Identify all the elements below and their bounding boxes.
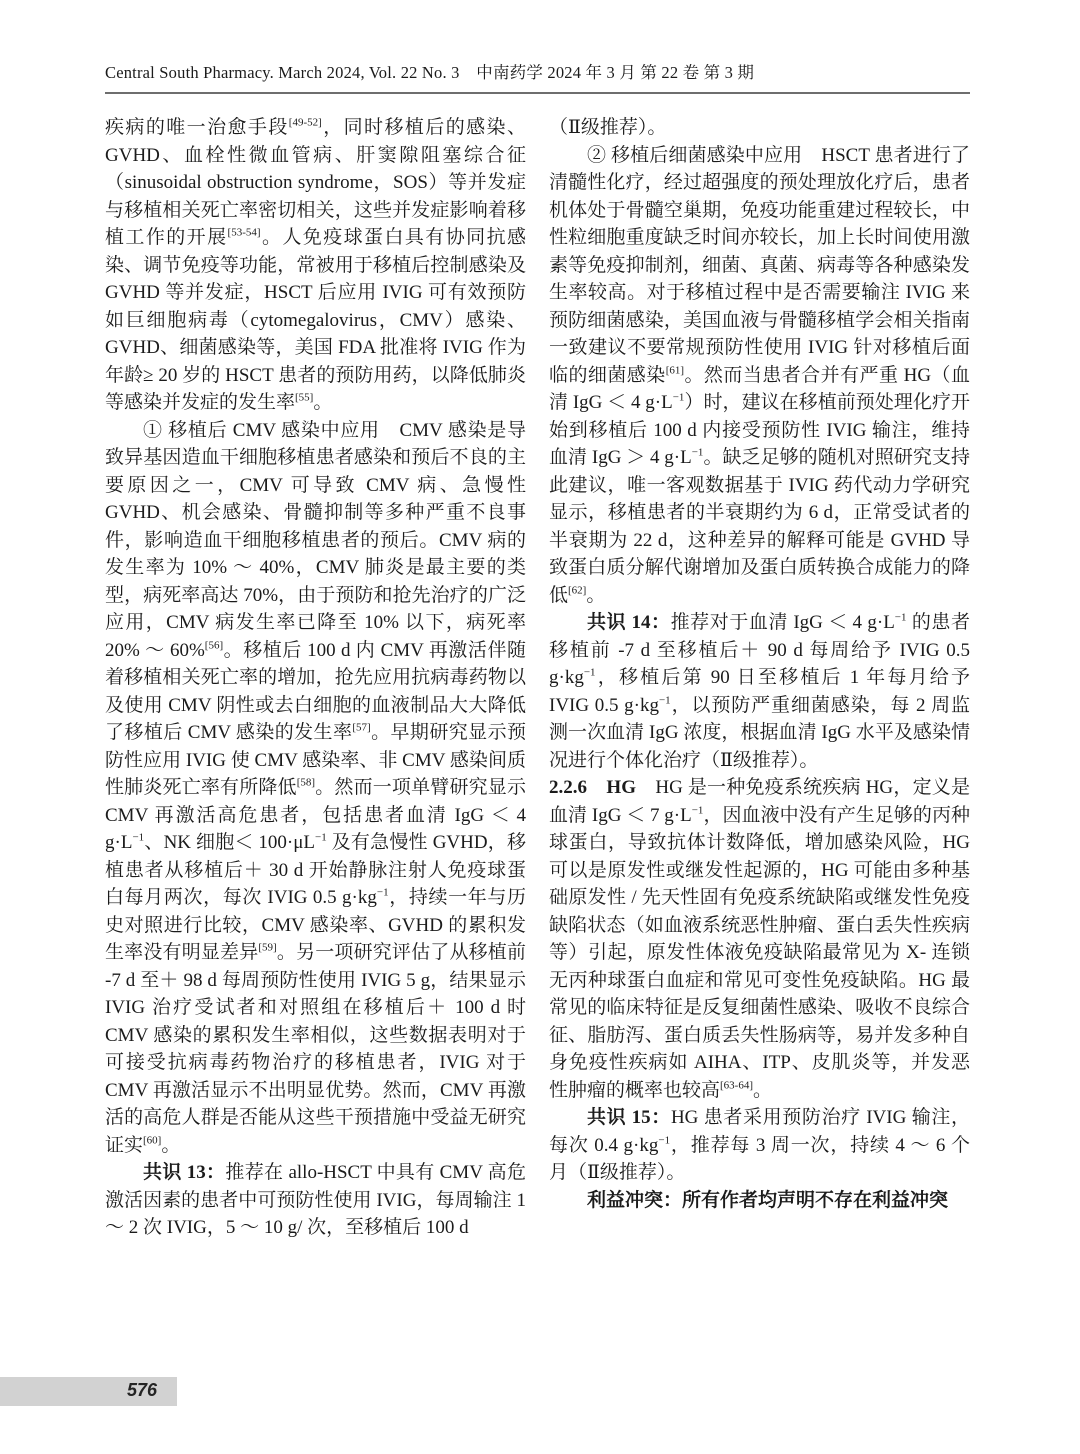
paragraph — [105, 1159, 526, 1242]
text-run: HG 是一种免疫系统疾病 HG，定义是血清 IgG ＜ 7 g·L — [549, 777, 971, 826]
reference-superscript: [61] — [665, 364, 685, 377]
text-run: ② 移植后细菌感染中应用 HSCT 患者进行了清髓性化疗，经过超强度的预处理放化疗后，患者机体处于骨髓空巢期，免疫功能重建过程较长，中性粒细胞重度缺乏时间亦较长，加上长时间使用激素等免疫抑制剂，细菌、真菌、病毒等各种感染发生率较高。对于移植过程中是否需要输注 IVIG 来预防细菌感染，美国血液与骨髓移植学会相关指南一致建议不要常规预防性使用 IVIG 针对移植后面临的细菌感染 — [549, 144, 970, 386]
reference-superscript: [53-54] — [227, 226, 261, 239]
paragraph — [549, 142, 970, 610]
text-run: 。 — [753, 1079, 773, 1101]
text-run: ，移植后第 90 日至移植后 1 年每月给予 IVIG 0.5 g·kg — [549, 667, 970, 716]
reference-superscript: [58] — [296, 776, 316, 789]
footer-page-number-bar — [0, 1377, 177, 1406]
text-run: 的患者移植前 -7 d 至移植后＋ 90 d 每周给予 IVIG 0.5 g·kg — [549, 612, 970, 688]
text-run: ，因血液中没有产生足够的丙种球蛋白，导致抗体计数降低，增加感染风险，HG 可以是原发性或继发性起源的，HG 可能由多种基础原发性 / 先天性固有免疫系统缺陷或继发性免疫缺陷状态（如血液系统恶性肿瘤、蛋白丢失性疾病等）引起，原发性体液免疫缺陷最常见为 X- 连锁无丙种球蛋白血症和常见可变性免疫缺陷。HG 最常见的临床特征是反复细菌性感染、吸收不良综合征、脂肪泻、蛋白质丢失性肠病等，易并发多种自身免疫性疾病如 AIHA、ITP、皮肌炎等，并发恶性肿瘤的概率也较高 — [549, 804, 970, 1101]
paragraph — [105, 417, 526, 1160]
text-run: 、NK 细胞＜ 100·μL — [144, 832, 315, 853]
text-run: 。然而一项单臂研究显示 CMV 再激活高危患者，包括患者血清 IgG ＜ 4 g·L — [105, 777, 526, 853]
text-run: 推荐在 allo-HSCT 中具有 CMV 高危激活因素的患者中可预防性使用 IVIG，每周输注 1 ～ 2 次 IVIG，5 ～ 10 g/ 次，至移植后 100 d — [105, 1162, 526, 1238]
text-run: （Ⅱ级推荐）。 — [549, 117, 667, 138]
reference-superscript: [57] — [352, 721, 371, 734]
reference-superscript: −1 — [583, 666, 596, 679]
text-run: 共识 14： — [587, 612, 671, 633]
text-run: 2.2.6 HG — [549, 777, 656, 798]
text-run: ① 移植后 CMV 感染中应用 CMV 感染是导致异基因造血干细胞移植患者感染和预后不良的主要原因之一，CMV 可导致 CMV 病、急慢性 GVHD、机会感染、骨髓抑制等多种严重不良事件，影响造血干细胞移植患者的预后。CMV 病的发生率为 10% ～ 40%，CMV 肺炎是最主要的类型，病死率高达 70%，由于预防和抢先治疗的广泛应用，CMV 病发生率已降至 10% 以下，病死率 20% ～ 60% — [105, 419, 526, 661]
reference-superscript: −1 — [658, 1134, 671, 1147]
text-run: 。 — [161, 1134, 181, 1156]
article-body — [105, 114, 970, 1242]
text-run: 。缺乏足够的随机对照研究支持此建议，唯一客观数据基于 IVIG 药代动力学研究显示，移植患者的半衰期约为 6 d，正常受试者的半衰期为 22 d，这种差异的解释可能是 GVHD 导致蛋白质分解代谢增加及蛋白质转换合成能力的降低 — [549, 447, 970, 606]
text-run: ，推荐每 3 周一次，持续 4 ～ 6 个月（Ⅱ级推荐）。 — [549, 1134, 970, 1183]
page-header — [105, 62, 970, 94]
paragraph — [105, 114, 526, 417]
reference-superscript: −1 — [672, 391, 685, 404]
text-run: 共识 15： — [587, 1107, 671, 1128]
text-run: 推荐对于血清 IgG ＜ 4 g·L — [670, 612, 895, 633]
page-number: 576 — [126, 1380, 157, 1400]
text-run: 。人免疫球蛋白具有协同抗感染、调节免疫等功能，常被用于移植后控制感染及 GVHD 等并发症，HSCT 后应用 IVIG 可有效预防如巨细胞病毒（cytomegalovirus，CMV）感染、GVHD、细菌感染等，美国 FDA 批准将 IVIG 作为年龄≥ 20 岁的 HSCT 患者的预防用药，以降低肺炎等感染并发症的发生率 — [105, 227, 526, 413]
reference-superscript: [59] — [258, 941, 277, 954]
text-run: ，同时移植后的感染、GVHD、血栓性微血管病、肝窦隙阻塞综合征（sinusoidal obstruction syndrome，SOS）等并发症与移植相关死亡率密切相关，这些并发症影响着移植工作的开展 — [105, 117, 526, 248]
text-run: 利益冲突：所有作者均声明不存在利益冲突 — [587, 1189, 949, 1211]
text-run: 。 — [586, 584, 606, 606]
text-run: 疾病的唯一治愈手段 — [105, 117, 289, 138]
paragraph — [549, 774, 970, 1104]
column-left — [105, 114, 526, 1242]
reference-superscript: −1 — [376, 886, 389, 899]
journal-header-line: Central South Pharmacy. March 2024, Vol. 22 No. 3 中南药学 2024 年 3 月 第 22 卷 第 3 期 — [105, 63, 755, 82]
reference-superscript: [60] — [143, 1134, 162, 1147]
reference-superscript: −1 — [132, 831, 145, 844]
text-run: 共识 13： — [143, 1162, 226, 1183]
reference-superscript: [56] — [204, 639, 224, 652]
text-run: 。然而当患者合并有严重 HG（血清 IgG ＜ 4 g·L — [549, 364, 970, 413]
text-run: ）时，建议在移植前预处理化疗开始到移植后 100 d 内接受预防性 IVIG 输注，维持血清 IgG ＞ 4 g·L — [549, 392, 970, 468]
column-right — [549, 114, 970, 1242]
paragraph — [549, 114, 970, 142]
reference-superscript: [55] — [295, 391, 314, 404]
text-run: 。移植后 100 d 内 CMV 再激活伴随着移植相关死亡率的增加，抢先应用抗病毒药物以及使用 CMV 阴性或去白细胞的血液制品大大降低了移植后 CMV 感染的发生率 — [105, 639, 526, 743]
text-run: ，以预防严重细菌感染，每 2 周监测一次血清 IgG 浓度，根据血清 IgG 水平及感染情况进行个体化治疗（Ⅱ级推荐）。 — [549, 694, 970, 771]
text-run: HG 患者采用预防治疗 IVIG 输注，每次 0.4 g·kg — [549, 1107, 970, 1156]
paragraph — [549, 609, 970, 774]
reference-superscript: [49-52] — [288, 116, 322, 129]
text-run: 及有急慢性 GVHD，移植患者从移植后＋ 30 d 开始静脉注射人免疫球蛋白每月两次，每次 IVIG 0.5 g·kg — [105, 832, 527, 908]
reference-superscript: [62] — [568, 584, 587, 597]
reference-superscript: −1 — [315, 831, 327, 844]
text-run: 。早期研究显示预防性应用 IVIG 使 CMV 感染率、非 CMV 感染间质性肺炎死亡率有所降低 — [105, 722, 526, 798]
reference-superscript: [63-64] — [720, 1079, 754, 1092]
text-run: ，持续一年与历史对照进行比较，CMV 感染率、GVHD 的累积发生率没有明显差异 — [105, 887, 526, 963]
paragraph — [549, 1104, 970, 1187]
paragraph — [549, 1187, 970, 1215]
reference-superscript: −1 — [658, 694, 671, 707]
header-rule — [105, 92, 970, 94]
reference-superscript: −1 — [894, 611, 907, 624]
reference-superscript: −1 — [691, 446, 704, 459]
text-run: 。 — [313, 392, 333, 413]
reference-superscript: −1 — [691, 804, 704, 817]
text-run: 。另一项研究评估了从移植前 -7 d 至＋ 98 d 每周预防性使用 IVIG 5 g，结果显示 IVIG 治疗受试者和对照组在移植后＋ 100 d 时 CMV 感染的累积发生率相似，这些数据表明对于可接受抗病毒药物治疗的移植患者，IVIG 对于 CMV 再激活显示不出明显优势。然而，CMV 再激活的高危人群是否能从这些干预措施中受益无研究证实 — [105, 942, 526, 1156]
